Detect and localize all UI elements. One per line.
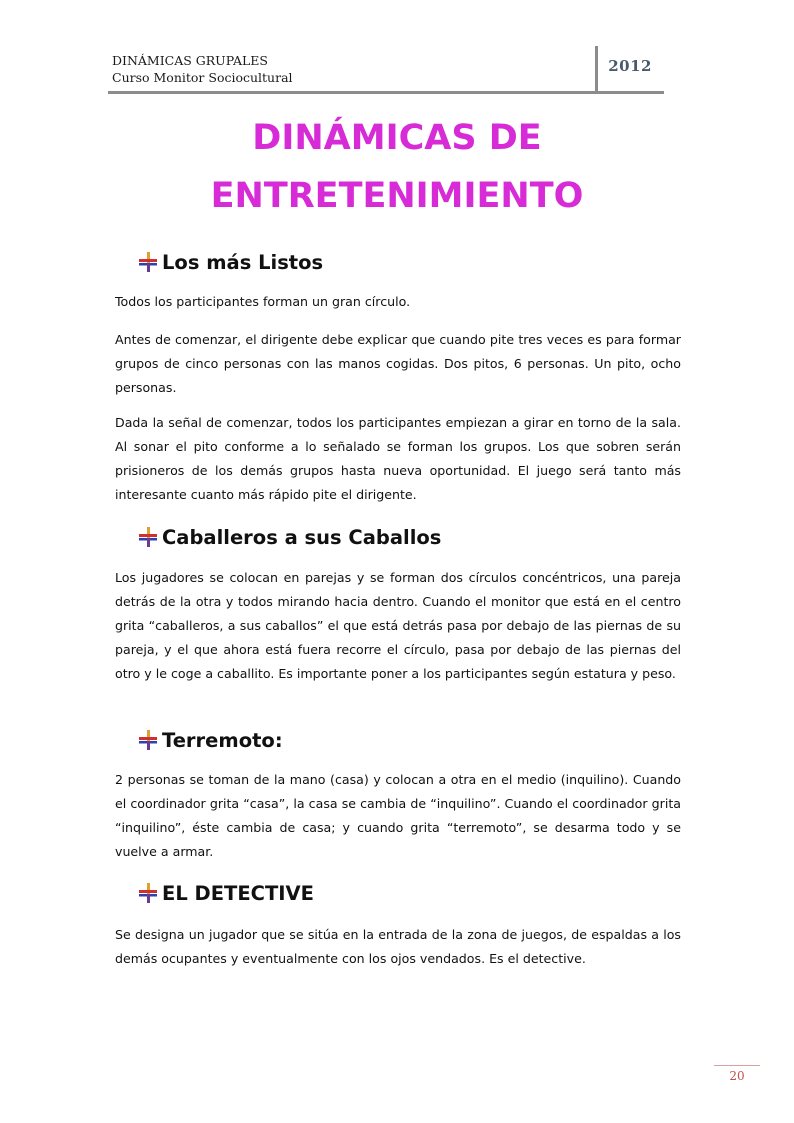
header-divider-vertical xyxy=(595,46,598,92)
section-heading-label: Caballeros a sus Caballos xyxy=(162,525,442,549)
cross-bullet-icon xyxy=(138,251,158,273)
page-title-line-2: ENTRETENIMIENTO xyxy=(210,176,584,216)
header-divider-horizontal xyxy=(108,91,664,94)
section-heading-terremoto xyxy=(138,725,283,755)
cross-bullet-icon xyxy=(138,882,158,904)
page-header xyxy=(108,50,664,94)
paragraph: Todos los participantes forman un gran círculo. xyxy=(115,294,411,309)
cross-bullet-icon xyxy=(138,526,158,548)
header-year: 2012 xyxy=(608,57,652,75)
paragraph: 2 personas se toman de la mano (casa) y colocan a otra en el medio (inquilino). Cuando el coordinador grita “casa”, la casa se cambia de “inquilino”. Cuando el coordinador grita “inquilino”, éste cambia de casa; y cuando grita “terremoto”, se desarma todo y se vuelve a armar. xyxy=(115,772,681,859)
paragraph: Dada la señal de comenzar, todos los participantes empiezan a girar en torno de la sala. Al sonar el pito conforme a lo señalado se forman los grupos. Los que sobren serán prisioneros de los demás grupos hasta nueva oportunidad. El juego será tanto más interesante cuanto más rápido pite el dirigente. xyxy=(115,415,681,502)
page-title-line-1: DINÁMICAS DE xyxy=(252,118,542,158)
section-heading-label: Los más Listos xyxy=(162,250,324,274)
header-line-2: Curso Monitor Sociocultural xyxy=(112,70,293,85)
section-heading-el-detective xyxy=(138,878,314,908)
header-text xyxy=(112,52,293,86)
section-heading-caballeros xyxy=(138,522,441,552)
cross-bullet-icon xyxy=(138,729,158,751)
page-number: 20 xyxy=(729,1069,745,1083)
section-heading-label: Terremoto: xyxy=(162,728,283,752)
section-heading-label: EL DETECTIVE xyxy=(162,881,314,905)
footer-divider xyxy=(714,1065,760,1066)
paragraph: Los jugadores se colocan en parejas y se forman dos círculos concéntricos, una pareja detrás de la otra y todos mirando hacia dentro. Cuando el monitor que está en el centro grita “caballeros, a sus caballos” el que está detrás pasa por debajo de las piernas de su pareja, y el que ahora está fuera recorre el círculo, pasa por debajo de las piernas del otro y le coge a caballito. Es importante poner a los participantes según estatura y peso. xyxy=(115,570,681,681)
section-heading-los-mas-listos xyxy=(138,247,323,277)
header-line-1: DINÁMICAS GRUPALES xyxy=(112,53,268,68)
paragraph: Se designa un jugador que se sitúa en la entrada de la zona de juegos, de espaldas a los demás ocupantes y eventualmente con los ojos vendados. Es el detective. xyxy=(115,927,681,966)
paragraph: Antes de comenzar, el dirigente debe explicar que cuando pite tres veces es para formar grupos de cinco personas con las manos cogidas. Dos pitos, 6 personas. Un pito, ocho personas. xyxy=(115,332,681,395)
